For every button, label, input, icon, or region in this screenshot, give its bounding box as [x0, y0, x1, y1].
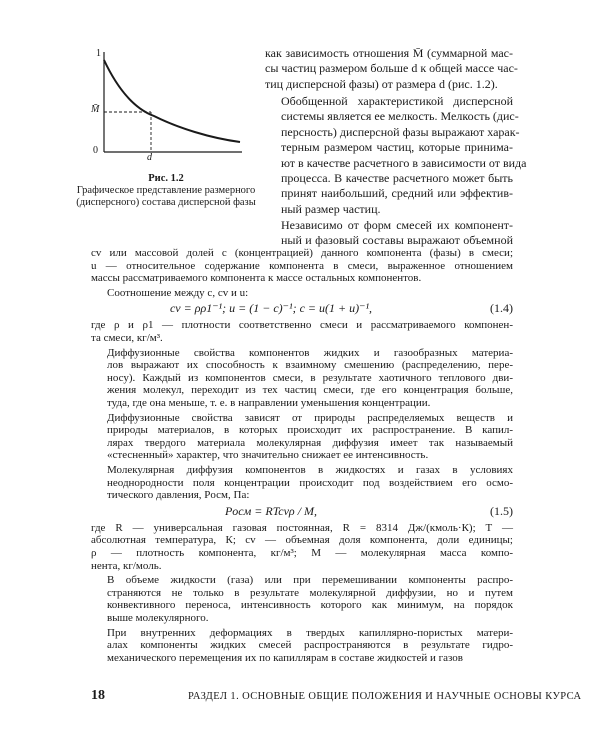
- caption-text: Графическое представление размерного (дисперсного) состава дисперсной фазы: [76, 185, 256, 208]
- text-line: конвективного переноса, интенсивность которого как минимум, на порядок: [107, 599, 513, 612]
- text-line: туда, где она меньше, т. е. в направлении уменьшения концентрации.: [107, 396, 431, 409]
- paragraph-3-continued: [91, 247, 513, 285]
- text-line: ный размер частиц.: [281, 201, 381, 216]
- text-line: та смеси, кг/м³.: [91, 331, 163, 344]
- text-line: cv или массовой долей c (концентрацией) данного компонента (фазы) в смеси;: [91, 247, 513, 259]
- text-line: ный и фазовый составы выражают объемной: [281, 233, 513, 248]
- paragraph-1: [265, 46, 518, 92]
- text-line: процесса. В качестве расчетного может быть: [281, 171, 513, 186]
- paragraph-4: [91, 287, 513, 300]
- text-line: Независимо от форм смесей их компонент-: [281, 218, 513, 232]
- paragraph-8: [91, 464, 513, 502]
- running-head: РАЗДЕЛ 1. ОСНОВНЫЕ ОБЩИЕ ПОЛОЖЕНИЯ И НАУЧНЫЕ ОСНОВЫ КУРСА: [188, 691, 582, 702]
- text-line: «стесненный» характер, что значительно снижает ее интенсивность.: [107, 449, 429, 462]
- distribution-curve: [104, 60, 240, 142]
- paragraph-11: [91, 627, 513, 665]
- figure-caption: [76, 173, 256, 209]
- page-number: 18: [91, 688, 105, 703]
- text-line: В объеме жидкости (газа) или при перемешивании компоненты распро-: [107, 574, 513, 587]
- formula-1-4: [91, 301, 513, 317]
- paragraph-7: [91, 412, 513, 462]
- text-line: носу). Каждый из компонентов смеси, в результате хаотичного теплового дви-: [107, 371, 513, 384]
- axis-m-label: M̄: [91, 104, 100, 115]
- text-line: терным размером частиц, которые принима-: [281, 140, 513, 155]
- text-line: нента, кг/моль.: [91, 559, 162, 572]
- formula-1-5: [91, 504, 513, 520]
- text-line: лярах твердого материала молекулярная диффузия имеет так называемый: [107, 436, 513, 449]
- paragraph-2: [265, 94, 527, 217]
- text-line: системы является ее мелкость. Мелкость (дис-: [281, 109, 519, 124]
- text-line: алах компоненты жидких смесей распространяются в результате гидро-: [107, 639, 513, 652]
- text-line: где R — универсальная газовая постоянная, R = 8314 Дж/(кмоль·К); T —: [91, 521, 513, 534]
- text-line: массы рассматриваемого компонента к массе остальных компонентов.: [91, 272, 422, 285]
- formula-expression: Pосм = RTcvρ / M,: [224, 503, 318, 518]
- text-line: жения молекул, переходит из тех частиц смеси, где его концентрация больше,: [107, 384, 513, 397]
- caption-number: Рис. 1.2: [148, 173, 184, 184]
- text-line: абсолютная температура, К; cv — объемная доля компонента, доли единицы;: [91, 534, 513, 547]
- paragraph-5: [91, 319, 513, 344]
- text-line: тиц дисперсной фазы) от размера d (рис. 1.2).: [265, 76, 498, 91]
- text-line: Диффузионные свойства компонентов жидких и газообразных материа-: [107, 346, 513, 359]
- text-line: Молекулярная диффузия компонентов в жидкостях и газах в условиях: [107, 464, 513, 476]
- text-line: неоднородности поля концентрации происходит под воздействием его осмо-: [107, 476, 513, 489]
- text-line: лов выражают их способность к взаимному смешению (распределению, пере-: [107, 359, 513, 372]
- dispersion-curve-graph: [90, 48, 250, 173]
- text-line: сы частиц размером больше d к общей массе час-: [265, 61, 518, 76]
- text-line: механического перемещения их по капиллярам в составе жидкостей и газов: [107, 651, 464, 664]
- text-line: u — относительное содержание компонента в смеси, выраженное отношением: [91, 259, 513, 272]
- text-line: как зависимость отношения M̄ (суммарной мас-: [265, 46, 513, 60]
- text-line: выше молекулярного.: [107, 611, 209, 624]
- equation-number: (1.4): [490, 301, 513, 316]
- axis-origin-label: 0: [93, 145, 98, 156]
- text-line: Диффузионные свойства зависят от природы распределяемых веществ и: [107, 411, 513, 424]
- text-line: Соотношение между c, cv и u:: [107, 286, 249, 299]
- text-line: принят наибольший, средний или эффектив-: [281, 186, 513, 201]
- text-line: ρ — плотность компонента, кг/м³; M — молекулярная масса компо-: [91, 546, 513, 559]
- axis-y-top-label: 1: [96, 48, 101, 59]
- paragraph-3: [265, 218, 513, 249]
- text-line: где ρ и ρ1 — плотности соответственно смеси и рассматриваемого компонен-: [91, 319, 513, 332]
- text-line: персность) дисперсной фазы выражают харак-: [281, 124, 520, 139]
- paragraph-9: [91, 522, 513, 572]
- text-line: тического давления, Pосм, Па:: [107, 489, 250, 502]
- text-line: Обобщенной характеристикой дисперсной: [281, 94, 513, 108]
- paragraph-6: [91, 347, 513, 410]
- equation-number: (1.5): [490, 503, 513, 518]
- axis-d-label: d: [147, 152, 152, 163]
- formula-expression: cv = ρρ1⁻¹; u = (1 − c)⁻¹; c = u(1 + u)⁻¹,: [169, 301, 373, 316]
- text-line: страняются не только в результате молекулярной диффузии, но и путем: [107, 586, 513, 599]
- text-line: ют в качестве расчетного в зависимости от вида: [281, 155, 527, 170]
- text-line: При внутренних деформациях в твердых капиллярно-пористых матери-: [107, 626, 513, 639]
- paragraph-10: [91, 574, 513, 624]
- text-line: природы материалов, в которых происходит их распространение. В капил-: [107, 424, 513, 437]
